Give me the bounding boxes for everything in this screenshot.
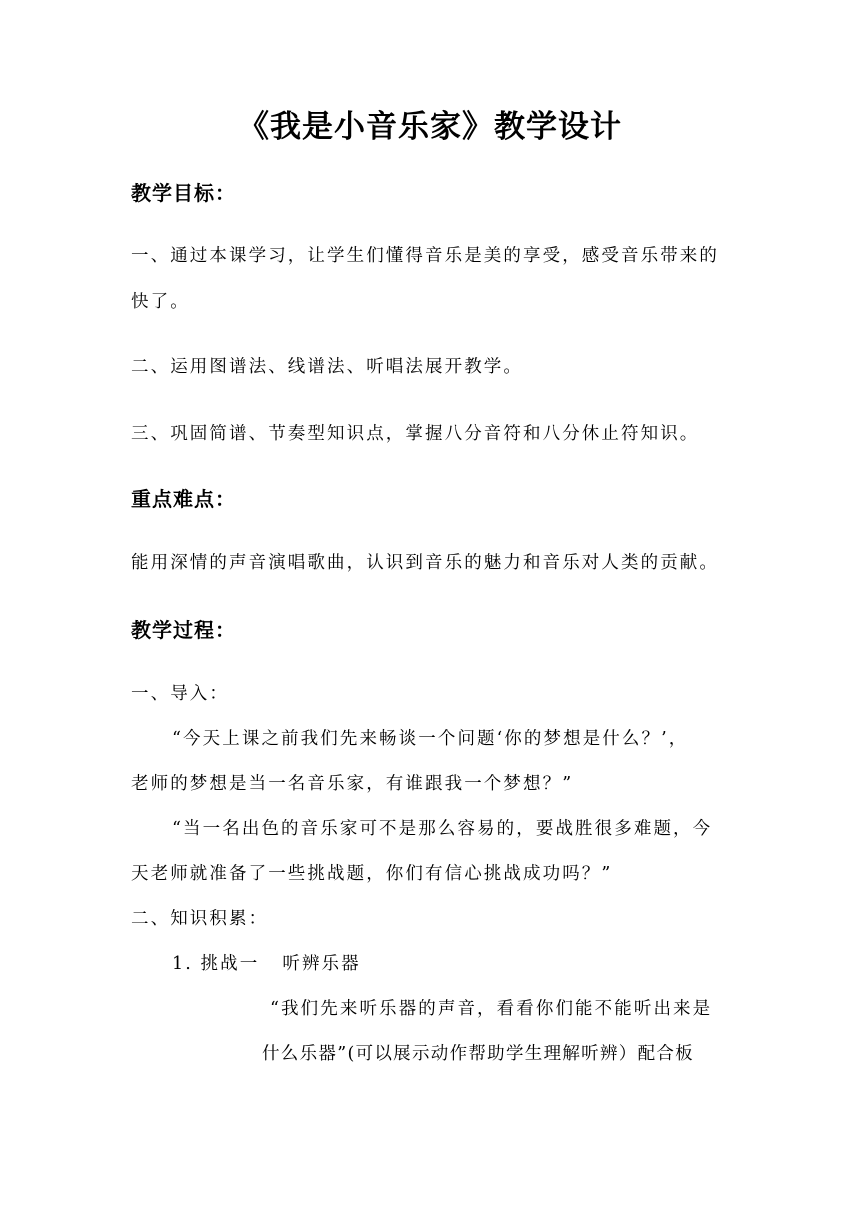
key-points-heading: 重点难点： (131, 487, 236, 511)
intro-paragraph-1-line-1: “今天上课之前我们先来畅谈一个问题‘你的梦想是什么？’， (172, 729, 689, 749)
knowledge-label: 二、知识积累： (131, 909, 269, 929)
process-heading: 教学过程： (131, 618, 236, 642)
key-points-text: 能用深情的声音演唱歌曲，认识到音乐的魅力和音乐对人类的贡献。 (131, 553, 719, 573)
objectives-heading: 教学目标： (131, 181, 236, 205)
document-title: 《我是小音乐家》教学设计 (238, 109, 622, 145)
intro-paragraph-2-line-1: “当一名出色的音乐家可不是那么容易的，要战胜很多难题，今 (172, 819, 713, 839)
objective-item-1-line-2: 快了。 (131, 292, 190, 312)
objective-item-1-line-1: 一、通过本课学习，让学生们懂得音乐是美的享受，感受音乐带来的 (131, 246, 719, 266)
intro-paragraph-2-line-2: 天老师就准备了一些挑战题，你们有信心挑战成功吗？” (131, 864, 613, 884)
challenge-1-label: 1. 挑战一 听辨乐器 (172, 954, 361, 974)
objective-item-2: 二、运用图谱法、线谱法、听唱法展开教学。 (131, 357, 523, 377)
intro-label: 一、导入： (131, 684, 229, 704)
challenge-1-line-2: 什么乐器”(可以展示动作帮助学生理解听辨）配合板 (262, 1044, 694, 1064)
challenge-1-line-1: “我们先来听乐器的声音，看看你们能不能听出来是 (270, 999, 713, 1019)
intro-paragraph-1-line-2: 老师的梦想是当一名音乐家，有谁跟我一个梦想？” (131, 774, 574, 794)
objective-item-3: 三、巩固简谱、节奏型知识点，掌握八分音符和八分休止符知识。 (131, 424, 700, 444)
